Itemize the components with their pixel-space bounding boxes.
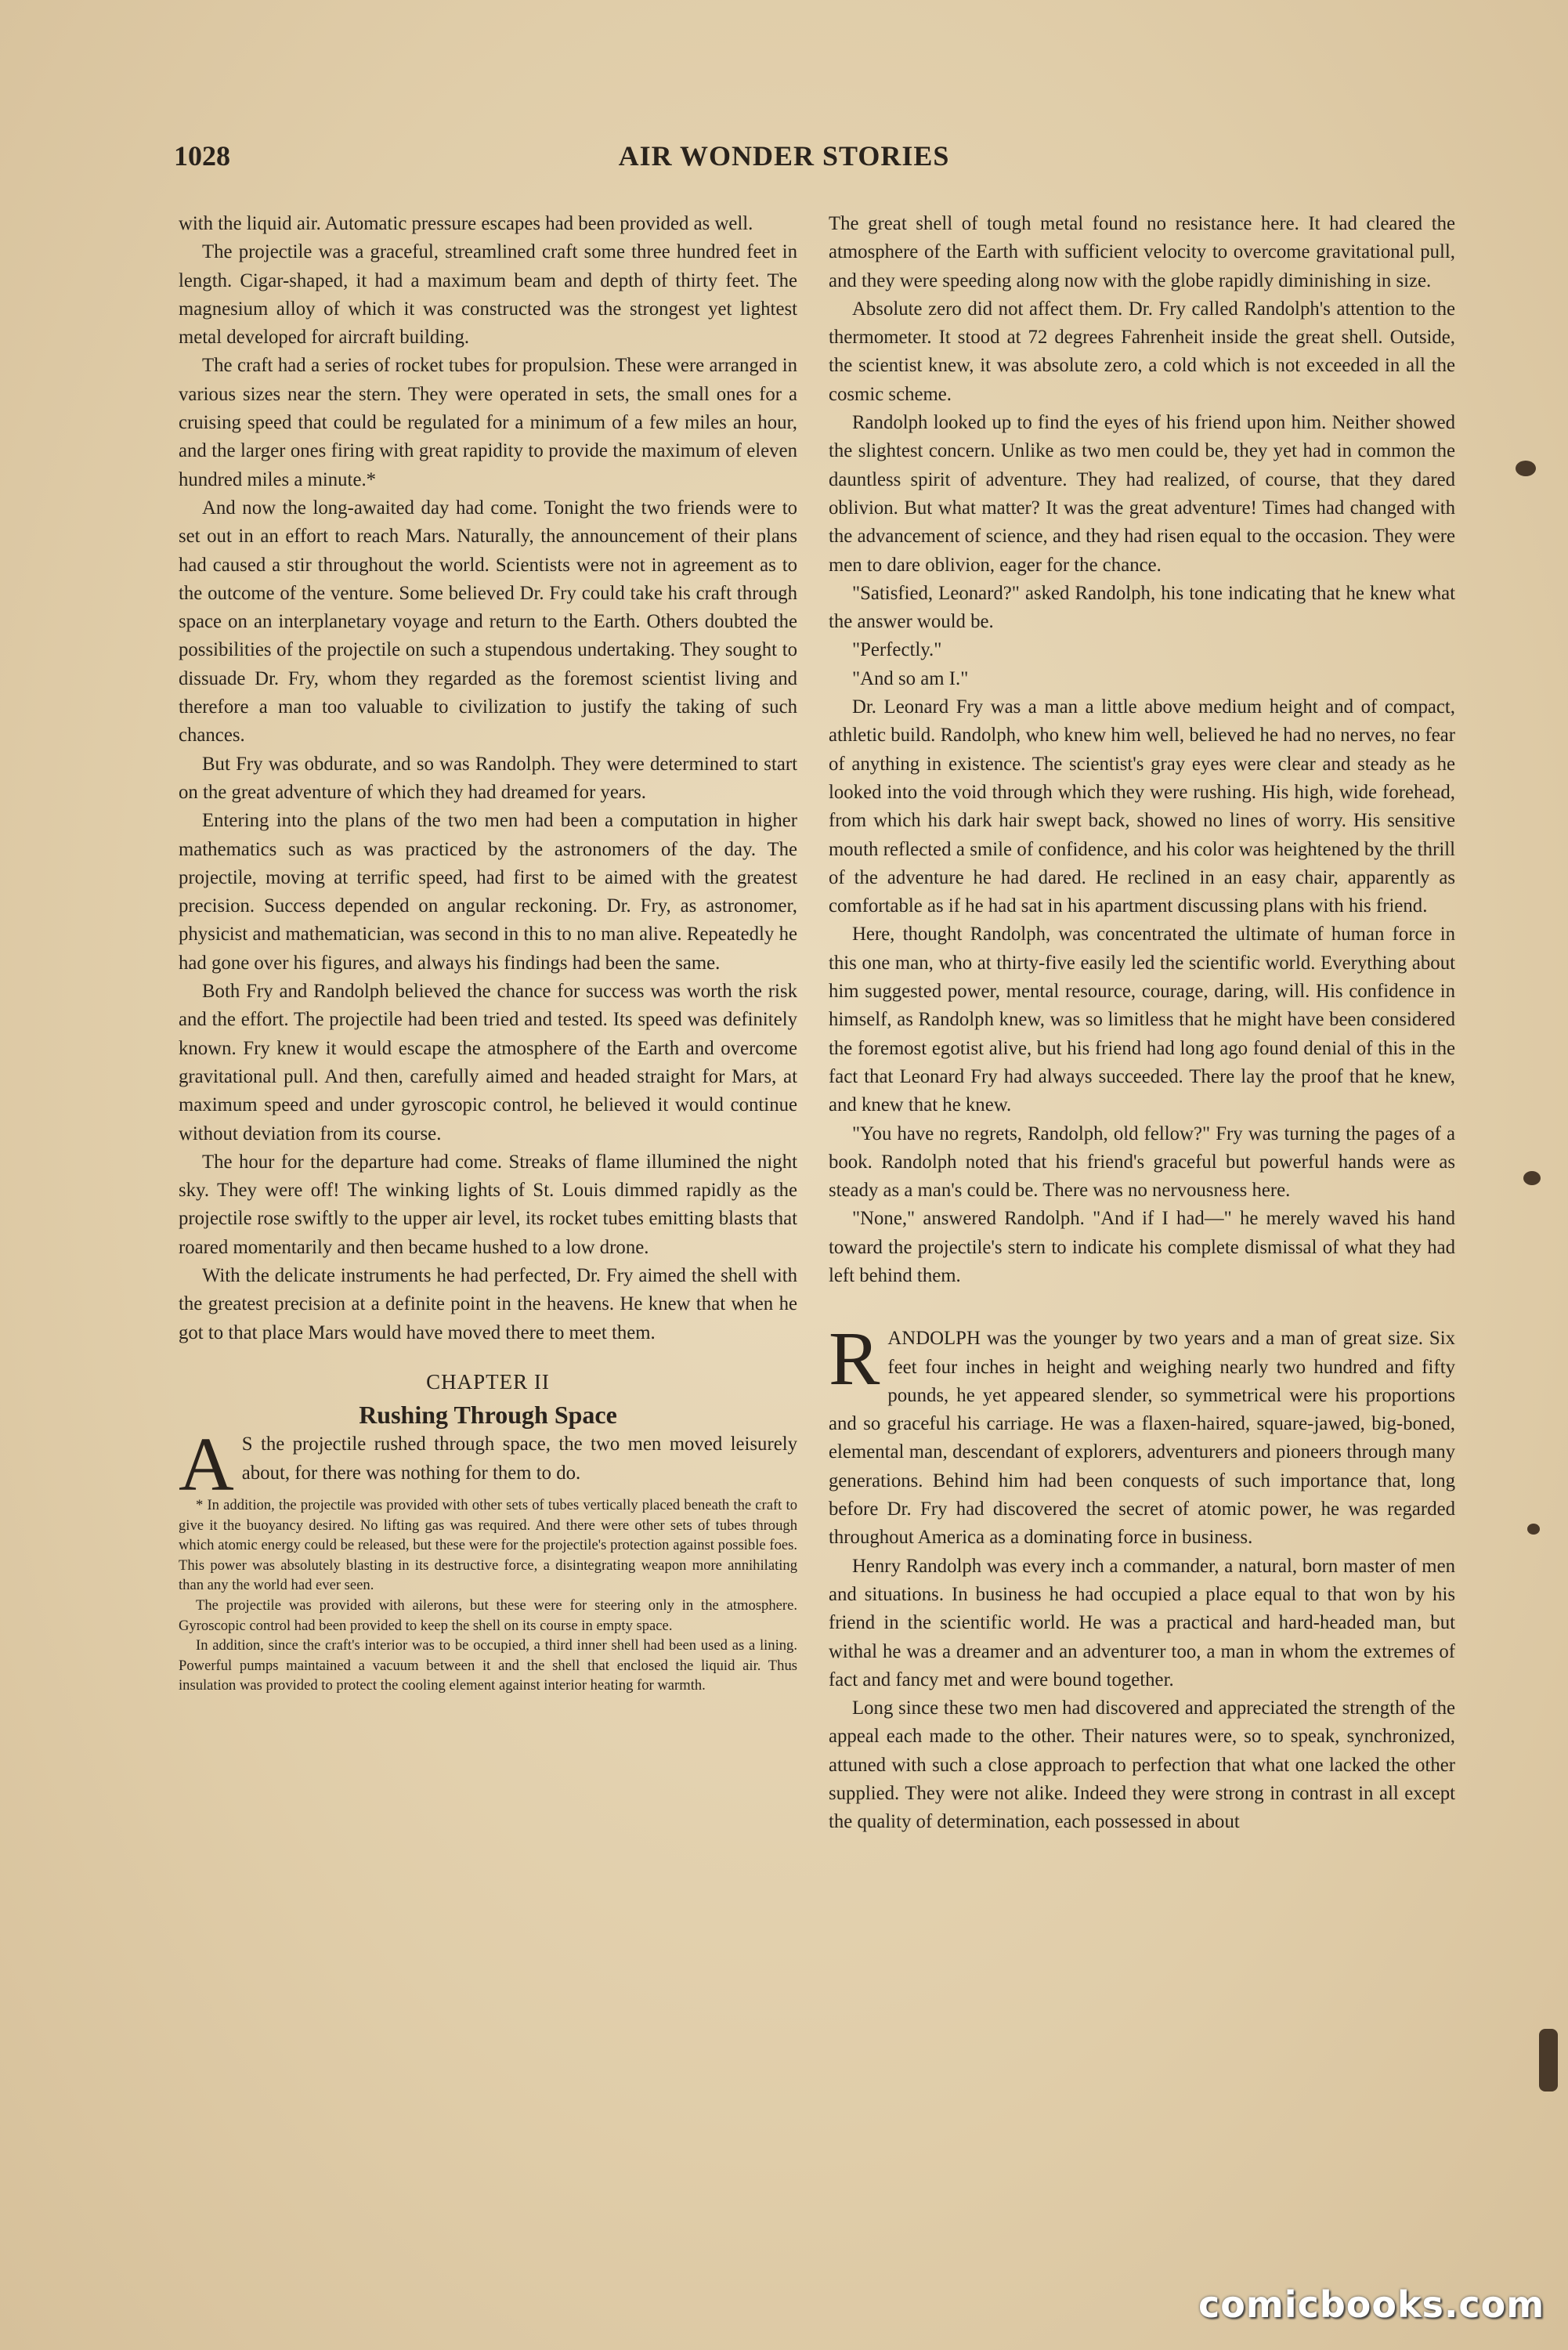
- paragraph: The projectile was a graceful, streamlined craft some three hundred feet in length. Cigar-shaped, it had a maximum beam and depth of thirty feet. The magnesium alloy of which it was constructed was the strongest yet lightest metal developed for aircraft building.: [179, 241, 797, 349]
- paragraph: With the delicate instruments he had perfected, Dr. Fry aimed the shell with the greatest precision at a definite point in the heavens. He knew that when he got to that place Mars would have moved there to meet them.: [179, 1264, 797, 1343]
- page-header: [0, 139, 1568, 179]
- section-opening-paragraph: [829, 1317, 1455, 1552]
- footnote: The projectile was provided with ailerons, but these were for steering only in the atmosphere. Gyroscopic control had been provided to keep the shell on its course in empty space.: [179, 1597, 797, 1634]
- paragraph: Dr. Leonard Fry was a man a little above medium height and of compact, athletic build. Randolph, who knew him well, believed he had no nerves, no fear of anything in existence. The scientist's gray eyes were clear and steady as he looked into the void through which they were rushing. His high, wide forehead, from which his dark hair swept back, showed no lines of worry. His sensitive mouth reflected a smile of confidence, and his color was heightened by the thrill of the adventure he had dared. He reclined in an easy chair, apparently as comfortable as if he had sat in his apartment discussing plans with his friend.: [829, 696, 1455, 917]
- chapter-title: Rushing Through Space: [359, 1401, 617, 1430]
- paragraph: Both Fry and Randolph believed the chance for success was worth the risk and the effort. The projectile had been tried and tested. Its speed was definitely known. Fry knew it would escape the atmosphere of the Earth and overcome gravitational pull. And then, carefully aimed and headed straight for Mars, at maximum speed and under gyroscopic control, he believed it would continue without deviation from its course.: [179, 981, 797, 1144]
- binding-hole-mark: [1527, 1524, 1540, 1535]
- paragraph: Henry Randolph was every inch a commander, a natural, born master of men and situations. In business he had occupied a place equal to that won by his friend in the scientific world. He was a practical and hard-headed man, but withal he was a dreamer and an adventurer too, a man in whom the extremes of fact and fancy met and were bound together.: [829, 1555, 1455, 1690]
- chapter-label: CHAPTER II: [426, 1369, 550, 1394]
- paragraph: Randolph looked up to find the eyes of his friend upon him. Neither showed the slightest concern. Unlike as two men could be, they yet had in common the dauntless spirit of adventure. They had realized, of course, that they dared oblivion. But what matter? It was the great adventure! Times had changed with the advancement of science, and they had risen equal to the occasion. They were men to dare oblivion, eager for the chance.: [829, 412, 1455, 576]
- drop-cap: A: [179, 1423, 234, 1508]
- magazine-title: AIR WONDER STORIES: [618, 140, 950, 172]
- section-opening-text: ANDOLPH was the younger by two years and a man of great size. Six feet four inches in height and weighing nearly two hundred and fifty pounds, he yet appeared slender, so symmetrical were his proportions and so graceful his carriage. He was a flaxen-haired, square-jawed, big-boned, elemental man, descendant of explorers, adventurers and pioneers through many generations. Behind him had been conquests of such importance that, long before Dr. Fry had discovered the secret of atomic power, he was regarded throughout America as a dominating force in business.: [829, 1328, 1455, 1549]
- drop-cap: R: [829, 1317, 880, 1402]
- left-column: [179, 210, 797, 1696]
- paragraph: Long since these two men had discovered and appreciated the strength of the appeal each made to the other. Their natures were, so to speak, synchronized, attuned with such a close approach to perfection that what one lacked the other supplied. They were not alike. Indeed they were strong in contrast in all except the quality of determination, each possessed in about: [829, 1697, 1455, 1833]
- paragraph: "You have no regrets, Randolph, old fellow?" Fry was turning the pages of a book. Randolph noted that his friend's graceful but powerful hands were as steady as a man's could be. There was no nervousness here.: [829, 1123, 1455, 1202]
- paragraph: Here, thought Randolph, was concentrated the ultimate of human force in this one man, who at thirty-five easily led the scientific world. Everything about him suggested power, mental resource, courage, daring, will. His confidence in himself, as Randolph knew, was so limitless that he might have been considered the foremost egotist alive, but his friend had long ago found denial of this in the fact that Leonard Fry had always succeeded. There lay the proof that he knew, and knew that he knew.: [829, 924, 1455, 1116]
- paragraph: The craft had a series of rocket tubes for propulsion. These were arranged in various sizes near the stern. They were operated in sets, the small ones for a cruising speed that could be regulated for a minimum of a few miles an hour, and the larger ones firing with great rapidity to provide the maximum of eleven hundred miles a minute.*: [179, 355, 797, 490]
- section-break: [829, 1290, 1455, 1325]
- paragraph: The great shell of tough metal found no resistance here. It had cleared the atmosphere of the Earth with sufficient velocity to overcome gravitational pull, and they were speeding along now with the globe rapidly diminishing in size.: [829, 213, 1455, 291]
- footnotes: [179, 1495, 797, 1696]
- paragraph: But Fry was obdurate, and so was Randolph. They were determined to start on the great adventure of which they had dreamed for years.: [179, 753, 797, 803]
- chapter-opening-paragraph: [179, 1423, 797, 1508]
- paragraph: And now the long-awaited day had come. Tonight the two friends were to set out in an effort to reach Mars. Naturally, the announcement of their plans had caused a stir throughout the world. Scientists were not in agreement as to the outcome of the venture. Some believed Dr. Fry could take his craft through space on an interplanetary voyage and return to the Earth. Others doubted the possibilities of the projectile on such a stupendous undertaking. They sought to dissuade Dr. Fry, whom they regarded as the foremost scientist living and therefore a man too valuable to civilization to justify the taking of such chances.: [179, 497, 797, 747]
- binding-hole-mark: [1523, 1171, 1541, 1185]
- paragraph: Absolute zero did not affect them. Dr. Fry called Randolph's attention to the thermometer. It stood at 72 degrees Fahrenheit inside the great shell. Outside, the scientist knew, it was absolute zero, a cold which is not exceeded in all the cosmic scheme.: [829, 298, 1455, 405]
- binding-hole-mark: [1539, 2029, 1558, 2092]
- paragraph: "And so am I.": [852, 667, 969, 689]
- watermark-text: comicbooks.com: [1198, 2283, 1545, 2326]
- chapter-opening-text: S the projectile rushed through space, the two men moved leisurely about, for there was nothing for them to do.: [241, 1434, 797, 1484]
- paragraph: The hour for the departure had come. Streaks of flame illumined the night sky. They were off! The winking lights of St. Louis dimmed rapidly as the projectile rose swiftly to the upper air level, its rocket tubes emitting blasts that roared momentarily and then became hushed to a low drone.: [179, 1151, 797, 1258]
- paragraph: "None," answered Randolph. "And if I had—" he merely waved his hand toward the projectile's stern to indicate his complete dismissal of what they had left behind them.: [829, 1208, 1455, 1286]
- footnote: In addition, since the craft's interior was to be occupied, a third inner shell had been used as a lining. Powerful pumps maintained a vacuum between it and the shell that enclosed the liquid air. Thus insulation was provided to protect the cooling element against interior heating for warmth.: [179, 1637, 797, 1694]
- paragraph: Entering into the plans of the two men had been a computation in higher mathematics such as was practiced by the astronomers of the day. The projectile, moving at terrific speed, had first to be aimed with the greatest precision. Success depended on angular reckoning. Dr. Fry, as astronomer, physicist and mathematician, was second in this to no man alive. Repeatedly he had gone over his figures, and always his findings had been the same.: [179, 810, 797, 974]
- binding-hole-mark: [1516, 461, 1536, 476]
- page-number: 1028: [174, 140, 230, 172]
- footnote: * In addition, the projectile was provided with other sets of tubes vertically placed beneath the craft to give it the buoyancy desired. No lifting gas was required. And there were other sets of tubes through which atomic energy could be released, but these were for the projectile's protection against possible foes. This power was absolutely blasting in its destructive force, a disintegrating weapon more annihilating than any the world had ever seen.: [179, 1497, 797, 1594]
- right-column: [829, 210, 1455, 1837]
- paragraph: "Satisfied, Leonard?" asked Randolph, his tone indicating that he knew what the answer would be.: [829, 582, 1455, 633]
- paragraph: with the liquid air. Automatic pressure escapes had been provided as well.: [179, 213, 753, 234]
- paragraph: "Perfectly.": [852, 639, 942, 661]
